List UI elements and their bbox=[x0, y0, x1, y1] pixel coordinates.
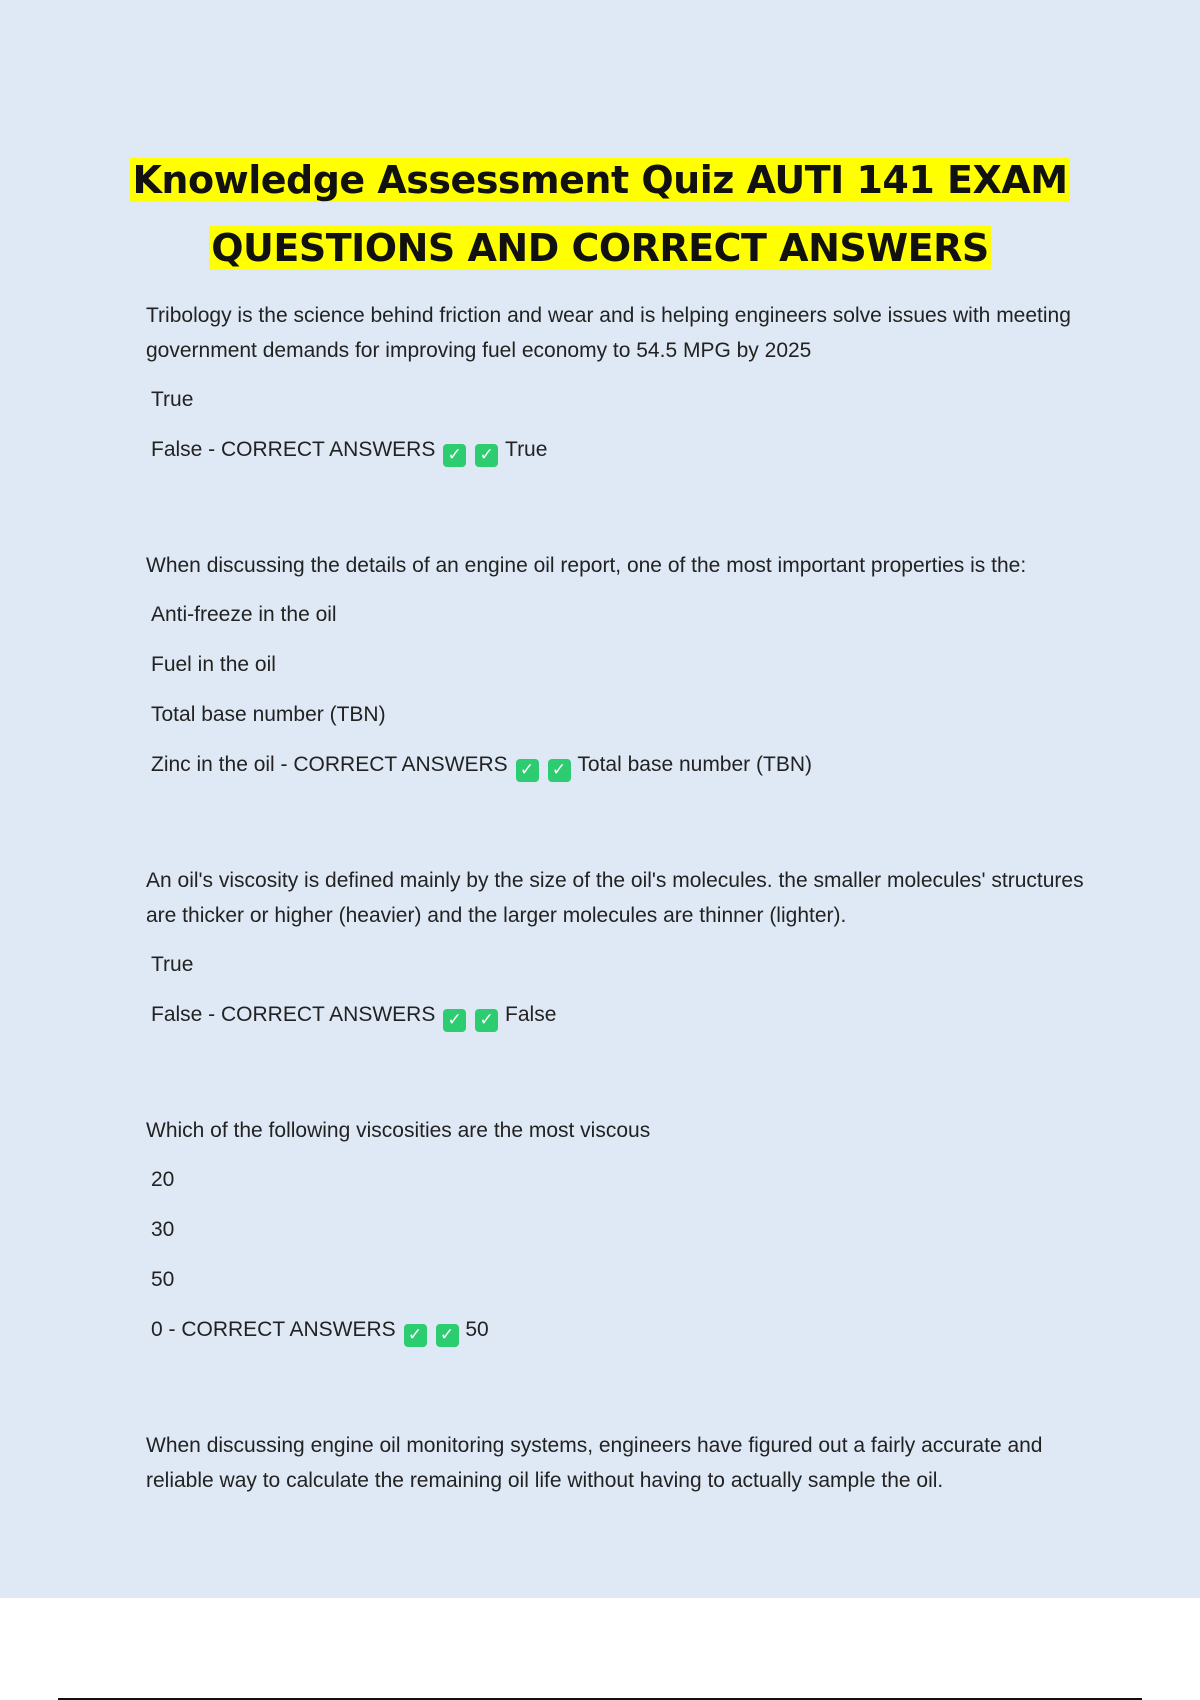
correct-answer-text: Total base number (TBN) bbox=[577, 753, 812, 776]
question-text: An oil's viscosity is defined mainly by the size of the oil's molecules. the smaller molecules' structures are thicker or higher (heavier) and the larger molecules are thinner (lighter). bbox=[146, 869, 1084, 927]
check-mark-icon: ✓ bbox=[436, 1324, 459, 1347]
question-block-3 bbox=[146, 863, 1096, 1033]
check-mark-icon: ✓ bbox=[404, 1324, 427, 1347]
last-option-text: Zinc in the oil - CORRECT ANSWERS bbox=[151, 753, 508, 776]
question-text: Tribology is the science behind friction and wear and is helping engineers solve issues with meeting government demands for improving fuel economy to 54.5 MPG by 2025 bbox=[146, 304, 1071, 362]
correct-answer-text: True bbox=[505, 438, 548, 461]
check-mark-icon: ✓ bbox=[443, 1009, 466, 1032]
check-mark-icon: ✓ bbox=[475, 1009, 498, 1032]
question-block-1 bbox=[146, 298, 1096, 468]
title-line-2: QUESTIONS AND CORRECT ANSWERS bbox=[211, 226, 989, 270]
check-mark-icon: ✓ bbox=[443, 444, 466, 467]
answer-option: Fuel in the oil bbox=[151, 653, 276, 676]
question-text: When discussing the details of an engine oil report, one of the most important properties is the: bbox=[146, 554, 1027, 577]
correct-answer-text: 50 bbox=[465, 1318, 489, 1341]
answer-option: 20 bbox=[151, 1168, 175, 1191]
last-option-text: False - CORRECT ANSWERS bbox=[151, 438, 436, 461]
answer-option: True bbox=[151, 388, 194, 411]
question-block-2 bbox=[146, 548, 1096, 783]
question-text: Which of the following viscosities are the most viscous bbox=[146, 1119, 651, 1142]
correct-answer-line bbox=[146, 997, 1096, 1033]
check-mark-icon: ✓ bbox=[516, 759, 539, 782]
document-title bbox=[0, 146, 1200, 282]
last-option-text: False - CORRECT ANSWERS bbox=[151, 1003, 436, 1026]
question-block-5 bbox=[146, 1428, 1096, 1498]
answer-option: True bbox=[151, 953, 194, 976]
answer-option: 50 bbox=[151, 1268, 175, 1291]
last-option-text: 0 - CORRECT ANSWERS bbox=[151, 1318, 396, 1341]
question-block-4 bbox=[146, 1113, 1096, 1348]
title-line-1: Knowledge Assessment Quiz AUTI 141 EXAM bbox=[132, 158, 1068, 202]
answer-option: 30 bbox=[151, 1218, 175, 1241]
answer-option: Anti-freeze in the oil bbox=[151, 603, 337, 626]
check-mark-icon: ✓ bbox=[548, 759, 571, 782]
correct-answer-line bbox=[146, 1312, 1096, 1348]
correct-answer-line bbox=[146, 747, 1096, 783]
correct-answer-line bbox=[146, 432, 1096, 468]
question-text: When discussing engine oil monitoring systems, engineers have figured out a fairly accurate and reliable way to calculate the remaining oil life without having to actually sample the oil. bbox=[146, 1434, 1043, 1492]
answer-option: Total base number (TBN) bbox=[151, 703, 386, 726]
quiz-content bbox=[146, 298, 1096, 1578]
check-mark-icon: ✓ bbox=[475, 444, 498, 467]
correct-answer-text: False bbox=[505, 1003, 557, 1026]
